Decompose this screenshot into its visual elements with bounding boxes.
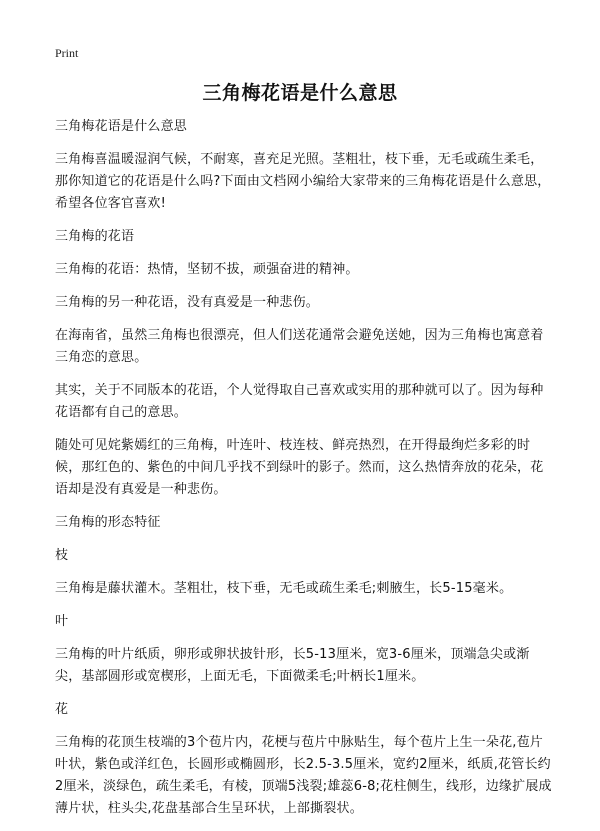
paragraph: 三角梅的花语：热情，坚韧不拔，顽强奋进的精神。 — [55, 262, 359, 277]
subsection-heading: 枝 — [55, 548, 69, 563]
subsection-heading: 叶 — [55, 614, 69, 629]
paragraph: 在海南省，虽然三角梅也很漂亮，但人们送花通常会避免送她，因为三角梅也寓意着三角恋的意思。 — [55, 328, 544, 365]
paragraph: 其实，关于不同版本的花语，个人觉得取自己喜欢或实用的那种就可以了。因为每种花语都有自己的意思。 — [55, 383, 544, 420]
paragraph: 三角梅花语是什么意思 — [55, 119, 188, 134]
paragraph: 三角梅喜温暖湿润气候，不耐寒，喜充足光照。茎粗壮，枝下垂，无毛或疏生柔毛，那你知道它的花语是什么吗?下面由文档网小编给大家带来的三角梅花语是什么意思，希望各位客官喜欢! — [55, 152, 551, 211]
paragraph: 三角梅的另一种花语，没有真爱是一种悲伤。 — [55, 295, 320, 310]
print-link[interactable]: Print — [55, 46, 79, 60]
section-heading: 三角梅的形态特征 — [55, 515, 161, 530]
document-body — [55, 116, 555, 831]
section-heading: 三角梅的花语 — [55, 229, 135, 244]
paragraph: 三角梅的叶片纸质，卵形或卵状披针形，长5-13厘米，宽3-6厘米，顶端急尖或渐尖，基部圆形或宽楔形，上面无毛，下面微柔毛;叶柄长1厘米。 — [55, 647, 530, 684]
paragraph: 三角梅是藤状灌木。茎粗壮，枝下垂，无毛或疏生柔毛;刺腋生，长5-15毫米。 — [55, 581, 513, 596]
subsection-heading: 花 — [55, 702, 69, 717]
paragraph: 随处可见姹紫嫣红的三角梅，叶连叶、枝连枝、鲜亮热烈，在开得最绚烂多彩的时候，那红色的、紫色的中间几乎找不到绿叶的影子。然而，这么热情奔放的花朵，花语却是没有真爱是一种悲伤。 — [55, 438, 544, 497]
paragraph: 三角梅的花顶生枝端的3个苞片内，花梗与苞片中脉贴生，每个苞片上生一朵花,苞片叶状，紫色或洋红色，长圆形或椭圆形，长2.5-3.5厘米，宽约2厘米，纸质,花管长约2厘米，淡绿色，疏生柔毛，有棱，顶端5浅裂;雄蕊6-8;花柱侧生，线形，边缘扩展成薄片状，柱头尖,花盘基部合生呈环状，上部撕裂状。 — [55, 735, 552, 816]
document-title: 三角梅花语是什么意思 — [202, 82, 398, 104]
